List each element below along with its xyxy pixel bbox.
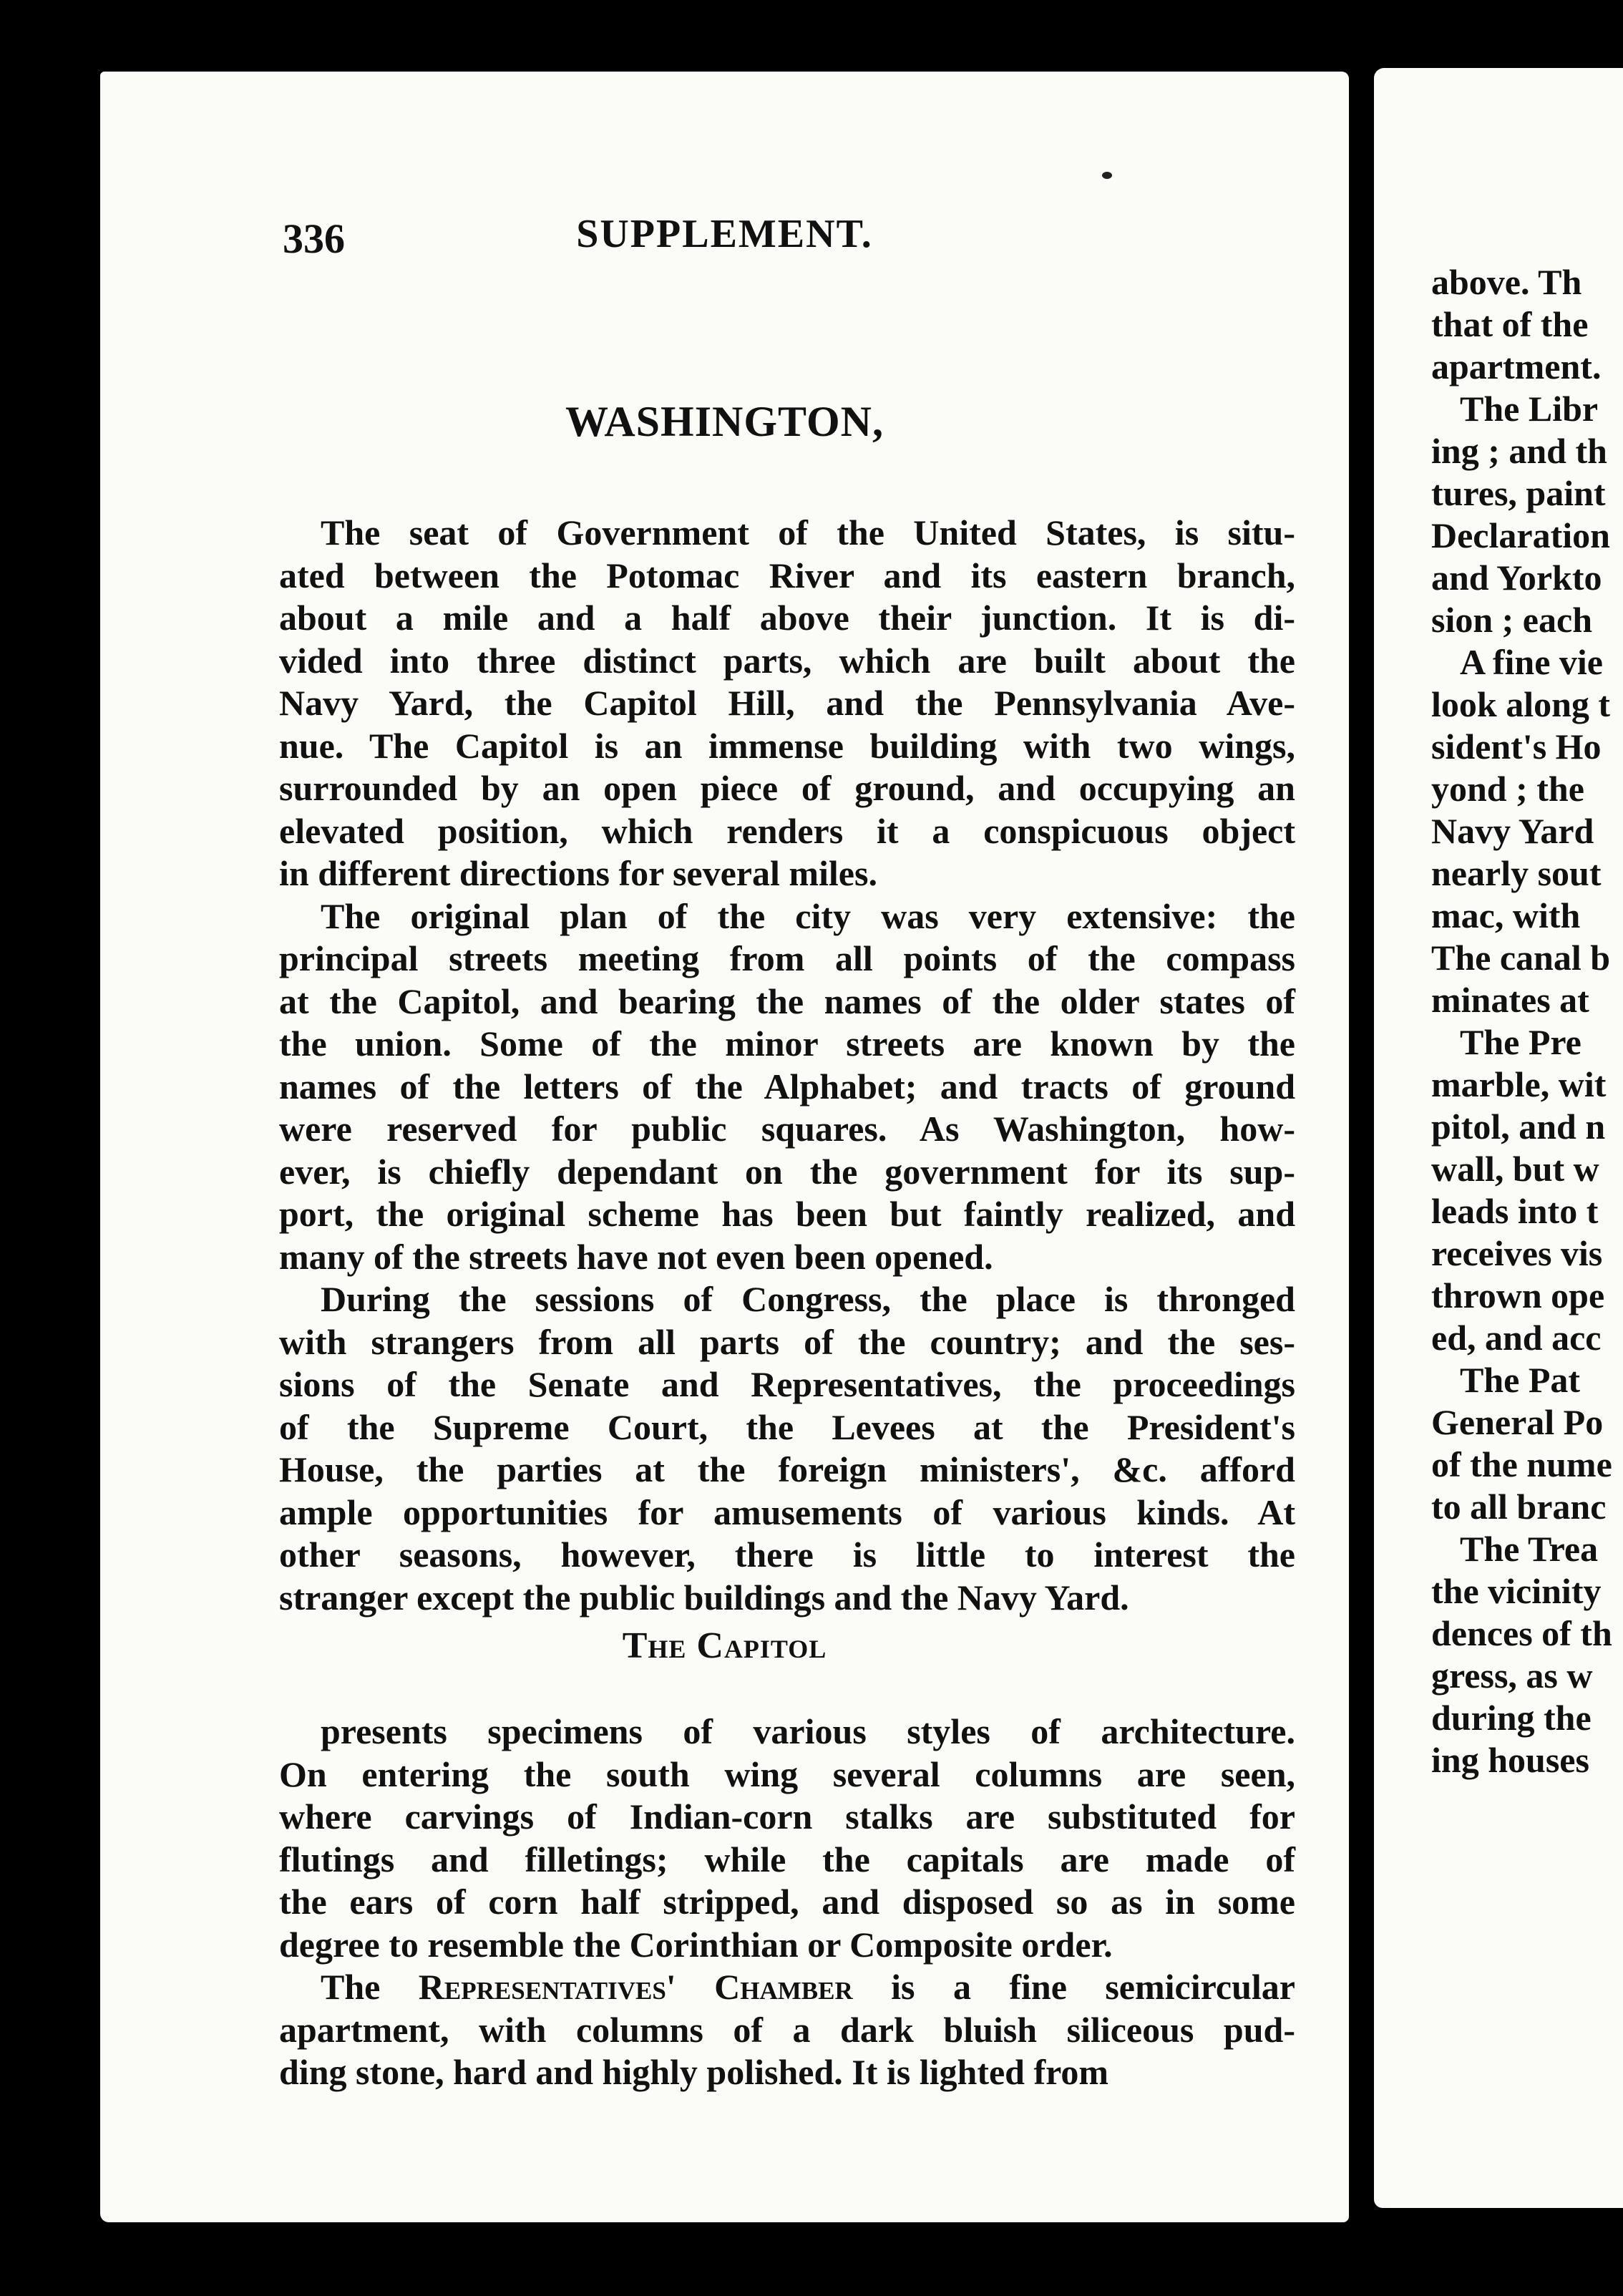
- right-text-line: mac, with: [1431, 895, 1581, 935]
- text-line: sions of the Senate and Representatives, the proceedings: [279, 1364, 1295, 1404]
- right-text-line: that of the: [1431, 304, 1589, 344]
- right-text-line: dences of th: [1431, 1613, 1612, 1653]
- text-line: The original plan of the city was very extensive: the: [321, 895, 1295, 936]
- text-line: vided into three distinct parts, which are built about the: [279, 640, 1295, 681]
- paragraph: [279, 512, 1295, 895]
- right-text-line: Navy Yard: [1431, 811, 1594, 851]
- text-line: The seat of Government of the United States, is situ-: [321, 512, 1295, 553]
- running-head: SUPPLEMENT.: [576, 212, 873, 256]
- page-number: 336: [283, 215, 345, 262]
- page-header: [100, 208, 1349, 272]
- right-text-line: A fine vie: [1460, 642, 1603, 682]
- right-text-line: Declaration: [1431, 515, 1610, 555]
- text-line: flutings and filletings; while the capitals are made of: [279, 1839, 1295, 1879]
- text-line: elevated position, which renders it a conspicuous object: [279, 810, 1295, 851]
- text-line: House, the parties at the foreign ministers', &c. afford: [279, 1449, 1295, 1489]
- paragraph: [279, 895, 1295, 1279]
- right-text-line: tures, paint: [1431, 473, 1606, 513]
- paragraph: [279, 1711, 1295, 1966]
- right-text-line: The Trea: [1460, 1529, 1599, 1569]
- right-text-line: yond ; the: [1431, 769, 1584, 809]
- text-run: is a fine semicircular: [852, 1967, 1295, 2007]
- text-line: port, the original scheme has been but faintly realized, and: [279, 1194, 1295, 1234]
- text-line: in different directions for several miles.: [279, 853, 877, 893]
- right-text-line: look along t: [1431, 684, 1611, 724]
- text-line: principal streets meeting from all points of the compass: [279, 938, 1295, 978]
- text-line: surrounded by an open piece of ground, and occupying an: [279, 768, 1295, 808]
- right-page-fragment: [1374, 68, 1623, 2208]
- right-text-line: sident's Ho: [1431, 726, 1602, 767]
- right-text-line: leads into t: [1431, 1191, 1599, 1231]
- right-text-line: marble, wit: [1431, 1064, 1607, 1104]
- right-text-line: and Yorkto: [1431, 558, 1602, 598]
- subhead-capitol: The Capitol: [622, 1625, 827, 1666]
- capitol-paragraph: [279, 1711, 1295, 1966]
- text-line: ever, is chiefly dependant on the government for its sup-: [279, 1151, 1295, 1192]
- text-run: The: [321, 1967, 419, 2007]
- right-text-line: above. Th: [1431, 262, 1582, 302]
- text-line: at the Capitol, and bearing the names of the older states of: [279, 981, 1295, 1021]
- text-line: the union. Some of the minor streets are known by the: [279, 1023, 1295, 1064]
- representatives-paragraph: [279, 1966, 1295, 2094]
- right-text-line: thrown ope: [1431, 1275, 1605, 1315]
- text-line: many of the streets have not even been opened.: [279, 1236, 993, 1277]
- text-line: ample opportunities for amusements of various kinds. At: [279, 1492, 1295, 1532]
- right-text-line: The Libr: [1460, 389, 1599, 429]
- section-title: WASHINGTON,: [565, 398, 884, 445]
- text-line: other seasons, however, there is little to interest the: [279, 1534, 1295, 1575]
- right-text-line: sion ; each: [1431, 600, 1592, 640]
- right-text-line: the vicinity: [1431, 1571, 1602, 1611]
- right-text-line: General Po: [1431, 1402, 1604, 1442]
- text-line: apartment, with columns of a dark bluish siliceous pud-: [279, 2009, 1295, 2050]
- text-line: of the Supreme Court, the Levees at the President's: [279, 1406, 1295, 1447]
- text-line: were reserved for public squares. As Washington, how-: [279, 1109, 1295, 1149]
- right-text-line: minates at: [1431, 980, 1589, 1020]
- text-line: the ears of corn half stripped, and disposed so as in some: [279, 1882, 1295, 1922]
- text-line: stranger except the public buildings and the Navy Yard.: [279, 1577, 1129, 1618]
- right-text-line: ing houses: [1431, 1740, 1589, 1780]
- right-text-line: receives vis: [1431, 1233, 1603, 1273]
- right-text-line: ing ; and th: [1431, 431, 1607, 471]
- text-line: ding stone, hard and highly polished. It is lighted from: [279, 2052, 1109, 2092]
- right-text-line: of the nume: [1431, 1444, 1612, 1484]
- text-line: During the sessions of Congress, the place is thronged: [321, 1279, 1295, 1319]
- right-text-line: The canal b: [1431, 938, 1611, 978]
- text-line: with strangers from all parts of the country; and the ses-: [279, 1321, 1295, 1362]
- right-text-line: The Pre: [1460, 1022, 1581, 1062]
- representatives-chamber-smallcaps: Representatives' Chamber: [418, 1967, 853, 2007]
- text-line: degree to resemble the Corinthian or Composite order.: [279, 1924, 1113, 1965]
- text-line: where carvings of Indian-corn stalks are substituted for: [279, 1796, 1295, 1837]
- right-text-line: nearly sout: [1431, 853, 1602, 893]
- right-text-line: wall, but w: [1431, 1149, 1599, 1189]
- text-line: about a mile and a half above their junction. It is di-: [279, 598, 1295, 638]
- right-text-line: The Pat: [1460, 1360, 1581, 1400]
- body-text-bottom: [279, 1711, 1295, 2094]
- text-line: Navy Yard, the Capitol Hill, and the Pennsylvania Ave-: [279, 683, 1295, 723]
- right-text-line: apartment.: [1431, 346, 1602, 386]
- right-page-text: [1431, 261, 1623, 1781]
- ink-speck: [1102, 172, 1112, 179]
- text-line: [279, 1966, 1295, 2009]
- text-line: nue. The Capitol is an immense building with two wings,: [279, 725, 1295, 766]
- right-text-line: pitol, and n: [1431, 1106, 1606, 1147]
- paragraph: [279, 1278, 1295, 1619]
- text-line: presents specimens of various styles of architecture.: [321, 1711, 1295, 1751]
- right-text-line: gress, as w: [1431, 1655, 1593, 1696]
- text-line: names of the letters of the Alphabet; and tracts of ground: [279, 1066, 1295, 1106]
- right-text-line: during the: [1431, 1698, 1592, 1738]
- text-line: On entering the south wing several columns are seen,: [279, 1753, 1295, 1794]
- left-page: [100, 72, 1349, 2222]
- right-text-line: to all branc: [1431, 1487, 1607, 1527]
- right-text-line: ed, and acc: [1431, 1318, 1602, 1358]
- text-line: ated between the Potomac River and its eastern branch,: [279, 555, 1295, 595]
- body-text-top: [279, 512, 1295, 1619]
